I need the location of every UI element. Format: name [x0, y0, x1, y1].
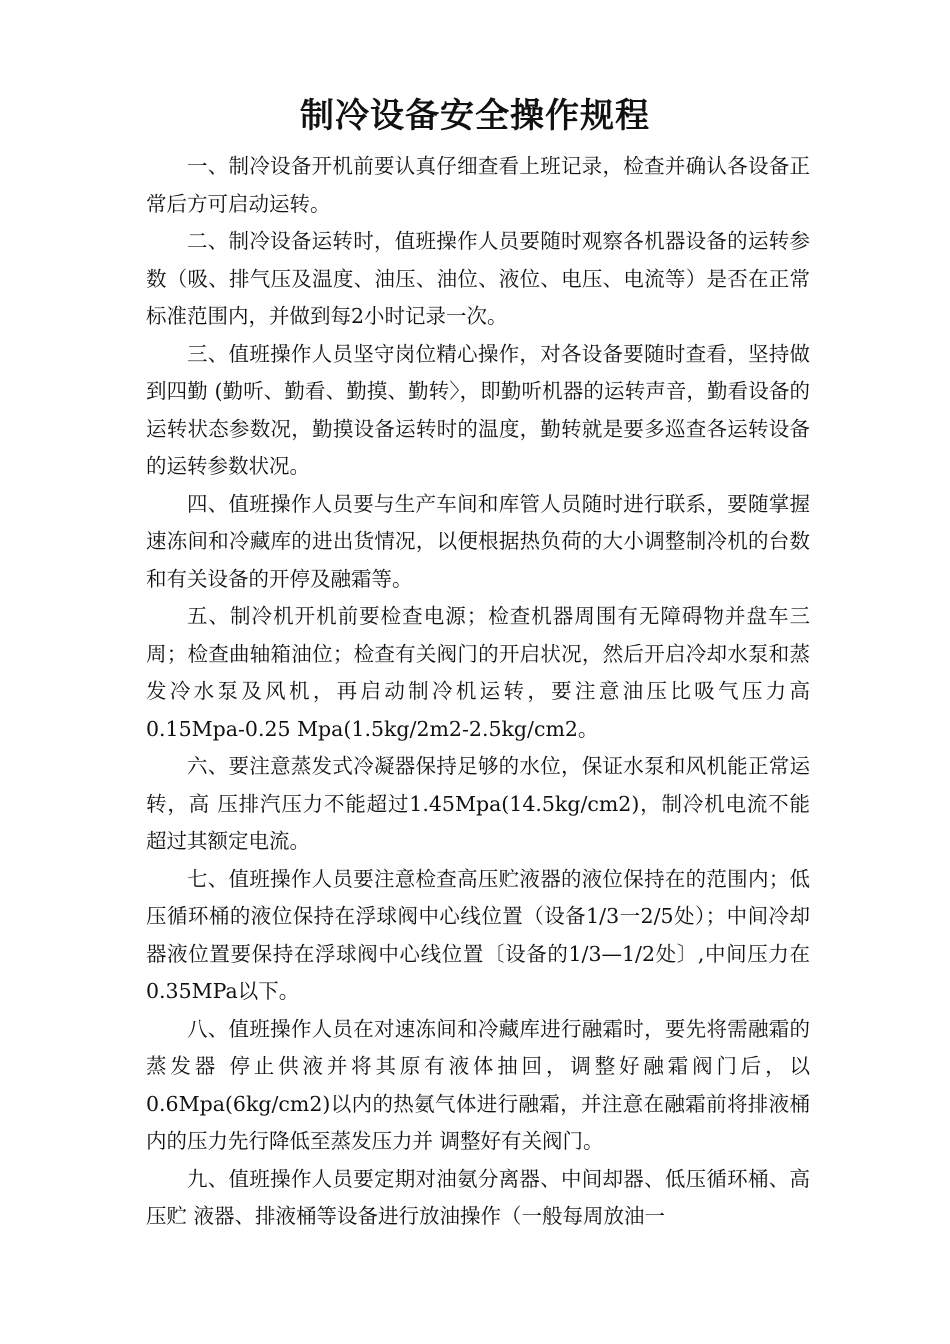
paragraph-7: 七、值班操作人员要注意检查高压贮液器的液位保持在的范围内；低压循环桶的液位保持在浮球阀中心线位置（设备1/3一2/5处）；中间冷却器液位置要保持在浮球阀中心线位置〔设备的1/3—1/2处〕,中间压力在0.35MPa以下。 [146, 866, 810, 1003]
paragraph-3: 三、值班操作人员坚守岗位精心操作，对各设备要随时查看，坚持做到四勤 (勤听、勤看、勤摸、勤转〉，即勤听机器的运转声音，勤看设备的运转状态参数况，勤摸设备运转时的温度，勤转就是要多巡查各运转设备的运转参数状况。 [146, 341, 810, 478]
paragraph-2: 二、制冷设备运转时，值班操作人员要随时观察各机器设备的运转参数（吸、排气压及温度、油压、油位、液位、电压、电流等）是否在正常标准范围内，并做到每2小时记录一次。 [146, 229, 810, 328]
paragraph-5: 五、制冷机开机前要检查电源；检查机器周围有无障碍物并盘车三周；检查曲轴箱油位；检查有关阀门的开启状况，然后开启冷却水泵和蒸发冷水泵及风机，再启动制冷机运转，要注意油压比吸气压力高0.15Mpa-0.25 Mpa(1.5kg/2m2-2.5kg/cm2。 [146, 604, 810, 741]
paragraph-9: 九、值班操作人员要定期对油氨分离器、中间却器、低压循环桶、高压贮 液器、排液桶等设备进行放油操作（一般每周放油一 [146, 1166, 810, 1228]
document-title: 制冷设备安全操作规程 [300, 96, 650, 136]
document-body [146, 148, 810, 1236]
paragraph-6: 六、要注意蒸发式冷凝器保持足够的水位，保证水泵和风机能正常运转，高 压排汽压力不能超过1.45Mpa(14.5kg/cm2)，制冷机电流不能超过其额定电流。 [146, 754, 810, 853]
paragraph-1: 一、制冷设备开机前要认真仔细查看上班记录，检查并确认各设备正常后方可启动运转。 [146, 154, 810, 216]
paragraph-4: 四、值班操作人员要与生产车间和库管人员随时进行联系，要随掌握速冻间和冷藏库的进出货情况，以便根据热负荷的大小调整制冷机的台数和有关设备的开停及融霜等。 [146, 491, 810, 591]
paragraph-8: 八、值班操作人员在对速冻间和冷藏库进行融霜时，要先将需融霜的蒸发器 停止供液并将其原有液体抽回，调整好融霜阀门后，以0.6Mpa(6kg/cm2)以内的热氨气体进行融霜，并注意在融霜前将排液桶内的压力先行降低至蒸发压力并 调整好有关阀门。 [146, 1016, 810, 1153]
